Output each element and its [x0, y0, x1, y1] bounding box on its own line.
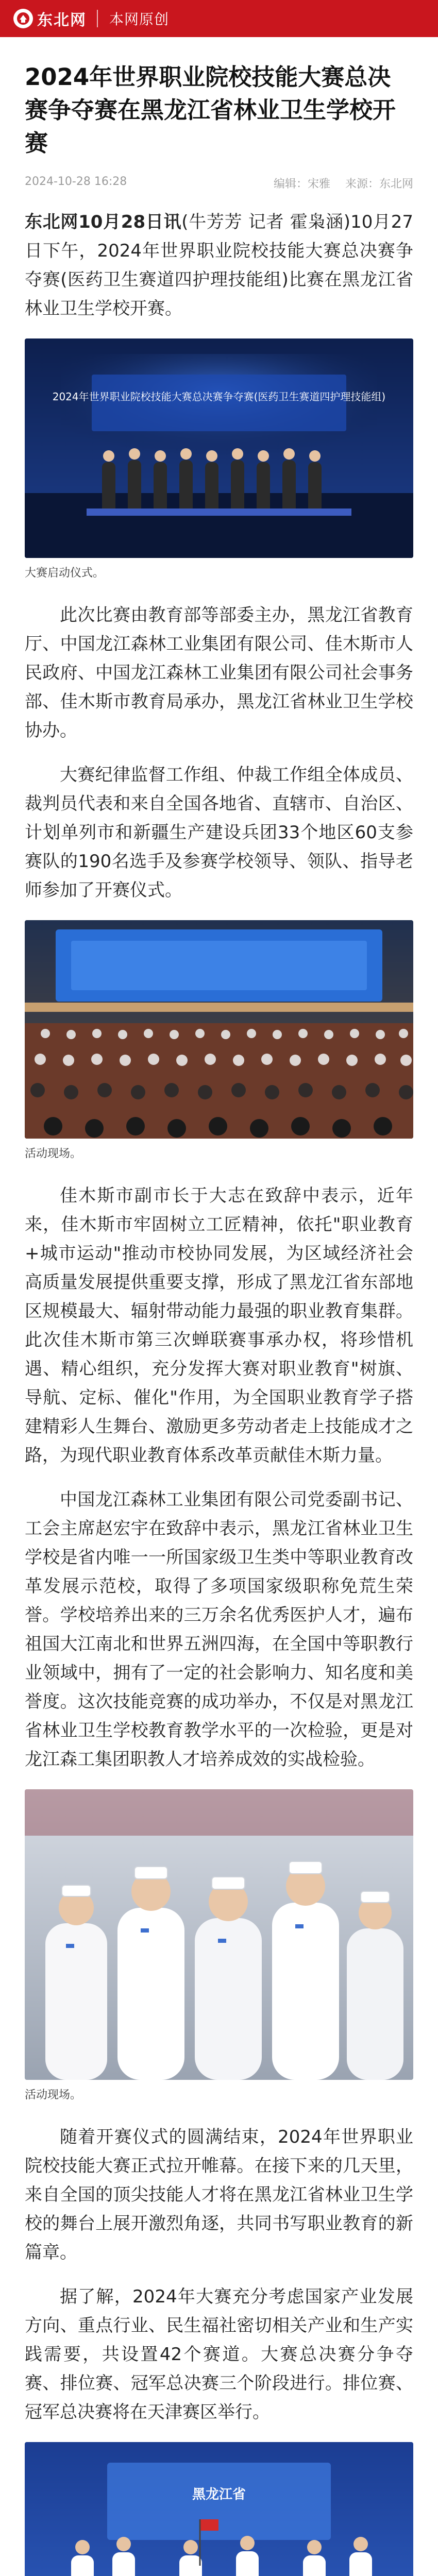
- top-bar: [0, 0, 438, 37]
- attendees-paragraph: 大赛纪律监督工作组、仲裁工作组全体成员、裁判员代表和来自全国各地省、直辖市、自治区、计划单列市和新疆生产建设兵团33个地区60支参赛队的190名选手及参赛学校领导、领队、指导老师参加了开赛仪式。: [25, 765, 413, 901]
- article-container: [0, 61, 438, 2576]
- editor-label: 编辑：宋雅: [273, 178, 330, 191]
- ceremony-photo: [25, 338, 413, 558]
- vice-mayor-paragraph: 佳木斯市副市长于大志在致辞中表示，近年来，佳木斯市牢固树立工匠精神，依托"职业教育+城市运动"推动市校协同发展，为区域经济社会高质量发展提供重要支撑，形成了黑龙江省东部地区规模最大、辐射带动能力最强的职业教育集群。此次佳木斯市第三次蝉联赛事承办权，将珍惜机遇、精心组织，充分发挥大赛对职业教育"树旗、导航、定标、催化"作用，为全国职业教育学子搭建精彩人生舞台、激励更多劳动者走上技能成才之路，为现代职业教育体系改革贡献佳木斯力量。: [25, 1185, 413, 1466]
- school-intro-paragraph: 中国龙江森林工业集团有限公司党委副书记、工会主席赵宏宇在致辞中表示，黑龙江省林业卫生学校是省内唯一一所国家级卫生类中等职业教育改革发展示范校，取得了多项国家级职称免荒生荣誉。学校培养出来的三万余名优秀医护人才，遍布祖国大江南北和世界五洲四海，在全国中等职教行业领域中，拥有了一定的社会影响力、知名度和美誉度。这次技能竞赛的成功举办，不仅是对黑龙江省林业卫生学校教育教学水平的一次检验，更是对龙江森工集团职教人才培养成效的实战检验。: [25, 1489, 413, 1770]
- logo-text: 东北网: [37, 11, 87, 29]
- publish-date: 2024-10-28 16:28: [25, 175, 127, 188]
- auditorium-photo: [25, 920, 413, 1139]
- ceremony-banner-text: 2024年世界职业院校技能大赛总决赛争夺赛(医药卫生赛道四护理技能组): [52, 391, 386, 403]
- dateline: 东北网10月28日讯: [25, 212, 182, 232]
- competition-structure-paragraph: 据了解，2024年大赛充分考虑国家产业发展方向、重点行业、民生福社密切相关产业和生产实践需要，共设置42个赛道。大赛总决赛分争夺赛、排位赛、冠军总决赛三个阶段进行。排位赛、冠军总决赛将在天津赛区举行。: [25, 2286, 413, 2422]
- organizers-paragraph: 此次比赛由教育部等部委主办，黑龙江省教育厅、中国龙江森林工业集团有限公司、佳木斯市人民政府、中国龙江森林工业集团有限公司社会事务部、佳木斯市教育局承办，黑龙江省林业卫生学校协办。: [25, 605, 413, 741]
- closing-ceremony-paragraph: 随着开赛仪式的圆满结束，2024年世界职业院校技能大赛正式拉开帷幕。在接下来的几天里，来自全国的顶尖技能人才将在黑龙江省林业卫生学校的舞台上展开激烈角逐，共同书写职业教育的新篇章。: [25, 2127, 413, 2263]
- auditorium-caption: 活动现场。: [25, 1147, 82, 1160]
- contestants-photo: [25, 2442, 413, 2576]
- lead-text: (牛芳芳 记者 霍枭涵)10月27日下午，2024年世界职业院校技能大赛总决赛争夺赛(医药卫生赛道四护理技能组)比赛在黑龙江省林业卫生学校开赛。: [25, 212, 413, 319]
- header-divider: [97, 10, 98, 27]
- site-logo[interactable]: [13, 7, 87, 30]
- article-title: 2024年世界职业院校技能大赛总决赛争夺赛在黑龙江省林业卫生学校开赛: [25, 63, 396, 157]
- channel-label[interactable]: 本网原创: [109, 11, 170, 28]
- ceremony-caption: 大赛启动仪式。: [25, 567, 105, 580]
- contestants-banner-text: 黑龙江省: [192, 2487, 246, 2502]
- meta-right: [262, 175, 413, 191]
- northeast-net-logo-icon: [13, 9, 33, 28]
- lead-paragraph: [25, 208, 413, 323]
- article-meta: [25, 175, 413, 191]
- nurses-caption: 活动现场。: [25, 2089, 82, 2102]
- nurses-photo: [25, 1789, 413, 2080]
- source-label: 来源：东北网: [345, 178, 413, 191]
